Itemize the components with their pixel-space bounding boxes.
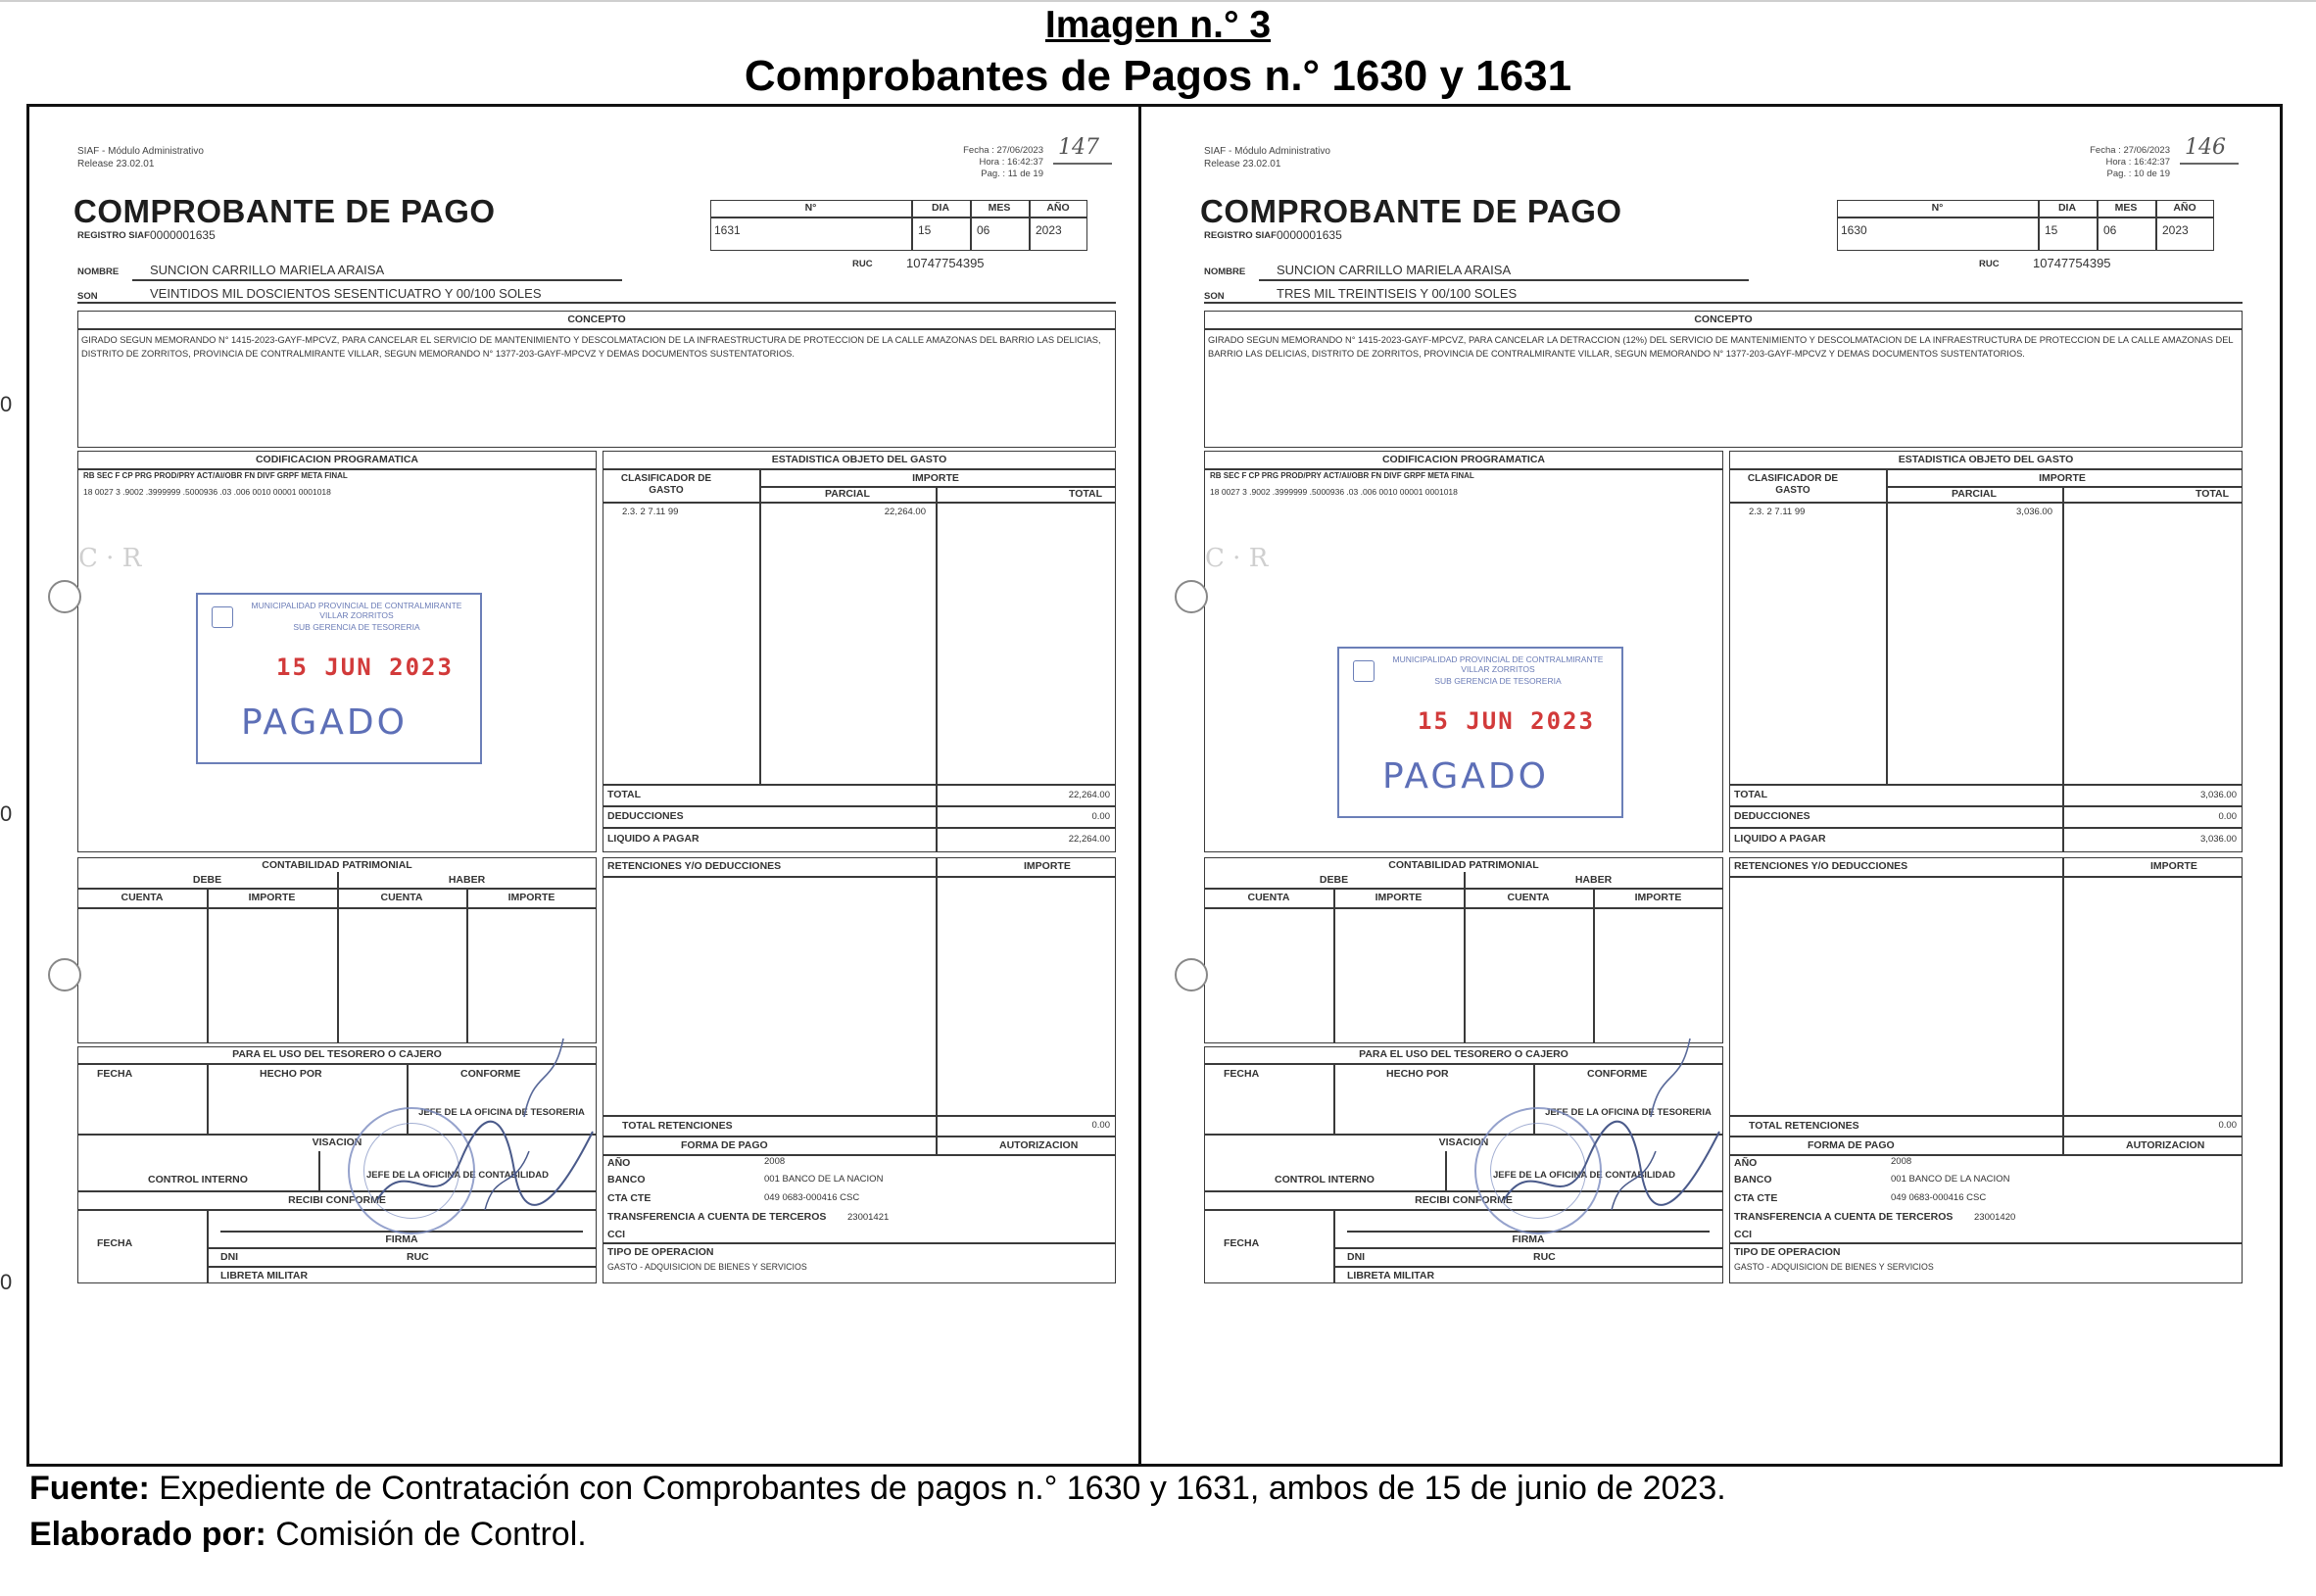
contabilidad-col: [1333, 888, 1335, 1043]
parcial-header: PARCIAL: [825, 488, 870, 500]
transferencia-label: TRANSFERENCIA A CUENTA DE TERCEROS: [1734, 1211, 1954, 1223]
numero-header: N°: [804, 202, 817, 214]
recibi-rule: [207, 1266, 597, 1268]
libreta-label: LIBRETA MILITAR: [1347, 1270, 1435, 1282]
contabilidad-col: [1593, 888, 1595, 1043]
municipal-crest-icon: [1353, 660, 1375, 682]
total-header: TOTAL: [1068, 488, 1102, 500]
totals-rule: [1729, 784, 2243, 786]
estadistica-col: [2062, 486, 2064, 852]
son-value: VEINTIDOS MIL DOSCIENTOS SESENTICUATRO Y 00/100 SOLES: [150, 286, 542, 301]
liquido-label: LIQUIDO A PAGAR: [607, 833, 700, 845]
top-rule: [0, 0, 2316, 2]
ano-row-value: 2008: [764, 1156, 786, 1167]
jefe-contabilidad-label: JEFE DE LA OFICINA DE CONTABILIDAD: [1493, 1170, 1675, 1181]
recibi-label: RECIBI CONFORME: [288, 1194, 386, 1206]
print-date: Fecha : 27/06/2023: [963, 145, 1043, 156]
importe-haber-header: IMPORTE: [507, 892, 555, 903]
registro-value: 0000001635: [150, 228, 216, 242]
retenciones-rule: [1729, 1115, 2243, 1117]
contabilidad-label: CONTABILIDAD PATRIMONIAL: [1388, 859, 1539, 871]
dia-header: DIA: [2057, 202, 2077, 214]
jefe-tesoreria-label: JEFE DE LA OFICINA DE TESORERIA: [418, 1107, 585, 1118]
pagado-stamp: [1337, 647, 1623, 818]
ruc-recibi-label: RUC: [1533, 1251, 1556, 1263]
dni-label: DNI: [220, 1251, 239, 1263]
voucher-title: COMPROBANTE DE PAGO: [73, 193, 496, 229]
recibi-rule: [207, 1247, 597, 1249]
concepto-label: CONCEPTO: [1694, 314, 1753, 325]
recibi-label: RECIBI CONFORME: [1415, 1194, 1513, 1206]
registro-value: 0000001635: [1277, 228, 1342, 242]
estadistica-col: [936, 486, 938, 852]
retenciones-rule: [603, 1115, 1116, 1117]
banco-value: 001 BANCO DE LA NACION: [1891, 1174, 2010, 1185]
mes-header: MES: [988, 202, 1011, 214]
estadistica-label: ESTADISTICA OBJETO DEL GASTO: [771, 454, 947, 465]
concepto-label: CONCEPTO: [567, 314, 626, 325]
stamp-organization: MUNICIPALIDAD PROVINCIAL DE CONTRALMIRANTE VILLAR ZORRITOS: [1392, 654, 1604, 674]
tipo-operacion-label: TIPO DE OPERACION: [1734, 1246, 1841, 1258]
nombre-value: SUNCION CARRILLO MARIELA ARAISA: [150, 263, 385, 277]
codificacion-columns: RB SEC F CP PRG PROD/PRY ACT/AI/OBR FN DIVF GRPF META FINAL: [83, 471, 348, 480]
source-text: Expediente de Contratación con Comprobantes de pagos n.° 1630 y 1631, ambos de 15 de junio de 2023.: [149, 1470, 1726, 1507]
banco-label: BANCO: [1734, 1174, 1772, 1185]
autorizacion-label: AUTORIZACION: [2126, 1139, 2205, 1151]
forma-pago-label: FORMA DE PAGO: [681, 1139, 768, 1151]
registro-label: REGISTRO SIAF: [77, 230, 150, 241]
forma-pago-label: FORMA DE PAGO: [1808, 1139, 1895, 1151]
transferencia-value: 23001421: [847, 1212, 890, 1223]
stamp-department: SUB GERENCIA DE TESORERIA: [293, 622, 420, 632]
autorizacion-label: AUTORIZACION: [999, 1139, 1079, 1151]
ruc-value: 10747754395: [2033, 256, 2111, 270]
margin-mark: 0: [0, 801, 13, 826]
source-label: Fuente:: [29, 1470, 150, 1507]
parcial-value: 22,264.00: [884, 507, 926, 517]
tesorero-col: [1333, 1063, 1335, 1135]
totals-rule: [603, 805, 1116, 807]
retenciones-label: RETENCIONES Y/O DEDUCCIONES: [1734, 860, 1908, 872]
nombre-label: NOMBRE: [77, 266, 120, 277]
retenciones-col: [936, 857, 938, 1137]
codificacion-rule: [1204, 468, 1723, 470]
total-retenciones-value: 0.00: [2218, 1120, 2237, 1131]
faint-watermark: C · R: [78, 544, 142, 573]
retenciones-importe-header: IMPORTE: [2150, 860, 2197, 872]
control-interno-label: CONTROL INTERNO: [148, 1174, 248, 1185]
nombre-value: SUNCION CARRILLO MARIELA ARAISA: [1277, 263, 1512, 277]
ruc-label: RUC: [1979, 259, 2000, 269]
print-time: Hora : 16:42:37: [2105, 157, 2170, 168]
totals-rule: [1729, 805, 2243, 807]
recibi-col: [207, 1209, 209, 1283]
retenciones-box: [1729, 857, 2243, 1137]
control-interno-label: CONTROL INTERNO: [1275, 1174, 1375, 1185]
estadistica-col: [1886, 468, 1888, 784]
totals-rule: [603, 827, 1116, 829]
handwritten-folio: 147: [1058, 135, 1099, 160]
mes-value: 06: [2103, 223, 2117, 237]
forma-col: [2062, 1137, 2064, 1154]
fecha-label: FECHA: [1224, 1068, 1260, 1080]
contabilidad-col: [207, 888, 209, 1043]
dia-value: 15: [918, 223, 932, 237]
estadistica-rule: [1729, 468, 2243, 470]
numero-value: 1630: [1841, 223, 1867, 237]
son-value: TRES MIL TREINTISEIS Y 00/100 SOLES: [1277, 286, 1518, 301]
total-row-label: TOTAL: [607, 789, 642, 800]
signature-icon: [1494, 1092, 1749, 1230]
numero-header: N°: [1931, 202, 1944, 214]
fecha-recibi-label: FECHA: [97, 1237, 133, 1249]
banco-label: BANCO: [607, 1174, 646, 1185]
totals-rule: [603, 784, 1116, 786]
hecho-por-label: HECHO POR: [260, 1068, 322, 1080]
system-name: SIAF - Módulo Administrativo: [77, 146, 204, 157]
cuenta-debe-header: CUENTA: [1247, 892, 1290, 903]
recibi-rule: [1333, 1247, 1723, 1249]
clasificador-value: 2.3. 2 7.11 99: [1749, 507, 1806, 517]
registro-label: REGISTRO SIAF: [1204, 230, 1277, 241]
signature-icon: [367, 1092, 622, 1230]
conforme-label: CONFORME: [1587, 1068, 1648, 1080]
firma-label: FIRMA: [1512, 1233, 1545, 1245]
estadistica-col: [759, 468, 761, 784]
punch-hole: [48, 580, 81, 613]
retenciones-col: [2062, 857, 2064, 1137]
figure-subtitle: Comprobantes de Pagos n.° 1630 y 1631: [744, 52, 1572, 100]
firma-label: FIRMA: [385, 1233, 418, 1245]
release-label: Release 23.02.01: [77, 159, 155, 169]
importe-debe-header: IMPORTE: [1375, 892, 1423, 903]
payment-voucher: [73, 127, 1141, 1445]
fecha-label: FECHA: [97, 1068, 133, 1080]
total-row-label: TOTAL: [1734, 789, 1768, 800]
tipo-operacion-value: GASTO - ADQUISICION DE BIENES Y SERVICIOS: [607, 1262, 807, 1272]
deducciones-value: 0.00: [1091, 811, 1110, 822]
payment-voucher: [1200, 127, 2268, 1445]
fecha-recibi-label: FECHA: [1224, 1237, 1260, 1249]
codificacion-row: 18 0027 3 .9002 .3999999 .5000936 .03 .006 0010 00001 0001018: [83, 487, 331, 497]
estadistica-rule: [603, 502, 1116, 504]
box-rule: [1837, 217, 2214, 218]
cta-cte-label: CTA CTE: [1734, 1192, 1778, 1204]
clasificador-header: CLASIFICADOR DE GASTO: [620, 473, 712, 496]
parcial-value: 3,036.00: [2016, 507, 2052, 517]
margin-mark: 0: [0, 1270, 13, 1294]
total-value: 22,264.00: [1068, 790, 1110, 800]
clasificador-header: CLASIFICADOR DE GASTO: [1747, 473, 1839, 496]
forma-rule: [1729, 1242, 2243, 1244]
clasificador-value: 2.3. 2 7.11 99: [622, 507, 679, 517]
jefe-contabilidad-label: JEFE DE LA OFICINA DE CONTABILIDAD: [366, 1170, 549, 1181]
concepto-text: GIRADO SEGUN MEMORANDO N° 1415-2023-GAYF-MPCVZ, PARA CANCELAR EL SERVICIO DE MANTENIMIENTO Y DESCOLMATACION DE LA INFRAESTRUCTURA DE PROTECCION DE LA CALLE AMAZONAS DEL BARRIO LAS DELICIAS, DISTRITO DE ZORRITOS, PROVINCIA DE CONTRALMIRANTE VILLAR, SEGUN MEMORANDO N° 1377-203-GAYF-MPCVZ Y DEMAS DOCUMENTOS SUSTENTATORIOS.: [81, 335, 1101, 359]
totals-rule: [1729, 827, 2243, 829]
forma-rule: [603, 1242, 1116, 1244]
ano-value: 2023: [1036, 223, 1062, 237]
cuenta-haber-header: CUENTA: [380, 892, 423, 903]
conforme-label: CONFORME: [460, 1068, 521, 1080]
recibi-col: [1333, 1209, 1335, 1283]
author-caption: [29, 1516, 587, 1554]
nombre-underline: [132, 279, 622, 281]
margin-mark: 0: [0, 392, 13, 416]
codificacion-rule: [77, 468, 597, 470]
liquido-value: 22,264.00: [1068, 834, 1110, 845]
estadistica-rule: [603, 468, 1116, 470]
estadistica-label: ESTADISTICA OBJETO DEL GASTO: [1898, 454, 2074, 465]
author-text: Comisión de Control.: [265, 1516, 587, 1553]
contabilidad-col: [337, 872, 339, 1043]
print-date: Fecha : 27/06/2023: [2090, 145, 2170, 156]
faint-watermark: C · R: [1205, 544, 1269, 573]
punch-hole: [1175, 580, 1208, 613]
debe-label: DEBE: [192, 874, 222, 886]
print-time: Hora : 16:42:37: [979, 157, 1043, 168]
son-underline: [1204, 302, 2243, 304]
ano-row-label: AÑO: [607, 1157, 631, 1169]
box-rule: [710, 217, 1087, 218]
tesorero-label: PARA EL USO DEL TESORERO O CAJERO: [1359, 1048, 1568, 1060]
liquido-value: 3,036.00: [2200, 834, 2237, 845]
retenciones-label: RETENCIONES Y/O DEDUCCIONES: [607, 860, 782, 872]
importe-haber-header: IMPORTE: [1634, 892, 1682, 903]
son-label: SON: [77, 291, 98, 302]
tipo-operacion-label: TIPO DE OPERACION: [607, 1246, 714, 1258]
stamp-department: SUB GERENCIA DE TESORERIA: [1434, 676, 1562, 686]
cta-cte-label: CTA CTE: [607, 1192, 651, 1204]
numero-value: 1631: [714, 223, 741, 237]
stamp-paid: PAGADO: [241, 702, 408, 743]
concepto-rule: [77, 328, 1116, 330]
retenciones-importe-header: IMPORTE: [1024, 860, 1071, 872]
deducciones-label: DEDUCCIONES: [607, 810, 684, 822]
dni-label: DNI: [1347, 1251, 1366, 1263]
stamp-organization: MUNICIPALIDAD PROVINCIAL DE CONTRALMIRANTE VILLAR ZORRITOS: [251, 601, 462, 620]
mes-header: MES: [2114, 202, 2138, 214]
concepto-box: [1204, 311, 2243, 448]
ruc-recibi-label: RUC: [407, 1251, 429, 1263]
debe-label: DEBE: [1319, 874, 1349, 886]
mes-value: 06: [977, 223, 990, 237]
figure-title: Imagen n.° 3: [1044, 4, 1272, 46]
tesorero-col: [207, 1063, 209, 1135]
importe-debe-header: IMPORTE: [248, 892, 296, 903]
cta-cte-value: 049 0683-000416 CSC: [1891, 1192, 1987, 1203]
signature-icon: [514, 1029, 583, 1127]
source-caption: [29, 1470, 1726, 1508]
ano-row-label: AÑO: [1734, 1157, 1758, 1169]
total-header: TOTAL: [2195, 488, 2229, 500]
contabilidad-col: [1464, 872, 1466, 1043]
signature-icon: [1641, 1029, 1710, 1127]
stamp-date: 15 JUN 2023: [1418, 707, 1595, 735]
punch-hole: [48, 958, 81, 991]
hecho-por-label: HECHO POR: [1386, 1068, 1449, 1080]
concepto-box: [77, 311, 1116, 448]
ruc-label: RUC: [852, 259, 873, 269]
importe-header: IMPORTE: [912, 472, 959, 484]
liquido-label: LIQUIDO A PAGAR: [1734, 833, 1826, 845]
contabilidad-label: CONTABILIDAD PATRIMONIAL: [262, 859, 412, 871]
libreta-label: LIBRETA MILITAR: [220, 1270, 309, 1282]
stamp-date: 15 JUN 2023: [276, 653, 454, 681]
codificacion-label: CODIFICACION PROGRAMATICA: [255, 454, 419, 465]
ano-row-value: 2008: [1891, 1156, 1912, 1167]
tesorero-label: PARA EL USO DEL TESORERO O CAJERO: [232, 1048, 442, 1060]
codificacion-columns: RB SEC F CP PRG PROD/PRY ACT/AI/OBR FN DIVF GRPF META FINAL: [1210, 471, 1474, 480]
contabilidad-col: [466, 888, 468, 1043]
estadistica-rule: [1729, 502, 2243, 504]
page-number: Pag. : 10 de 19: [2106, 169, 2170, 179]
codificacion-row: 18 0027 3 .9002 .3999999 .5000936 .03 .006 0010 00001 0001018: [1210, 487, 1458, 497]
retenciones-box: [603, 857, 1116, 1137]
cci-label: CCI: [607, 1229, 626, 1240]
haber-label: HABER: [1574, 874, 1613, 886]
municipal-crest-icon: [212, 606, 233, 628]
visacion-label: VISACION: [1438, 1137, 1489, 1148]
total-retenciones-label: TOTAL RETENCIONES: [1749, 1120, 1859, 1132]
total-retenciones-value: 0.00: [1091, 1120, 1110, 1131]
pagado-stamp: [196, 593, 482, 764]
release-label: Release 23.02.01: [1204, 159, 1281, 169]
ruc-value: 10747754395: [906, 256, 985, 270]
folio-underline: [2180, 163, 2239, 165]
cci-label: CCI: [1734, 1229, 1753, 1240]
cuenta-debe-header: CUENTA: [121, 892, 164, 903]
banco-value: 001 BANCO DE LA NACION: [764, 1174, 884, 1185]
son-underline: [77, 302, 1116, 304]
concepto-rule: [1204, 328, 2243, 330]
tipo-operacion-value: GASTO - ADQUISICION DE BIENES Y SERVICIOS: [1734, 1262, 1934, 1272]
transferencia-value: 23001420: [1974, 1212, 2016, 1223]
retenciones-rule: [1729, 876, 2243, 878]
folio-underline: [1053, 163, 1112, 165]
punch-hole: [1175, 958, 1208, 991]
nombre-underline: [1259, 279, 1749, 281]
forma-col: [936, 1137, 938, 1154]
deducciones-label: DEDUCCIONES: [1734, 810, 1810, 822]
importe-header: IMPORTE: [2039, 472, 2086, 484]
page-number: Pag. : 11 de 19: [981, 169, 1043, 179]
codificacion-label: CODIFICACION PROGRAMATICA: [1381, 454, 1546, 465]
stamp-paid: PAGADO: [1382, 756, 1549, 797]
total-retenciones-label: TOTAL RETENCIONES: [622, 1120, 733, 1132]
system-name: SIAF - Módulo Administrativo: [1204, 146, 1330, 157]
forma-rule: [603, 1154, 1116, 1156]
transferencia-label: TRANSFERENCIA A CUENTA DE TERCEROS: [607, 1211, 827, 1223]
ano-header: AÑO: [2173, 202, 2196, 214]
son-label: SON: [1204, 291, 1225, 302]
total-value: 3,036.00: [2200, 790, 2237, 800]
handwritten-folio: 146: [2185, 135, 2226, 160]
nombre-label: NOMBRE: [1204, 266, 1246, 277]
recibi-rule: [1333, 1266, 1723, 1268]
concepto-text: GIRADO SEGUN MEMORANDO N° 1415-2023-GAYF-MPCVZ, PARA CANCELAR LA DETRACCION (12%) DEL SERVICIO DE MANTENIMIENTO Y DESCOLMATACION DE LA INFRAESTRUCTURA DE PROTECCION DE LA CALLE AMAZONAS DEL BARRIO LAS DELICIAS, DISTRITO DE ZORRITOS, PROVINCIA DE CONTRALMIRANTE VILLAR, SEGUN MEMORANDO N° 1377-203-GAYF-MPCVZ Y DEMAS DOCUMENTOS SUSTENTATORIOS.: [1208, 335, 2234, 359]
dia-header: DIA: [931, 202, 950, 214]
visacion-label: VISACION: [312, 1137, 362, 1148]
author-label: Elaborado por:: [29, 1516, 266, 1553]
dia-value: 15: [2045, 223, 2058, 237]
deducciones-value: 0.00: [2218, 811, 2237, 822]
voucher-title: COMPROBANTE DE PAGO: [1200, 193, 1622, 229]
forma-rule: [1729, 1154, 2243, 1156]
cuenta-haber-header: CUENTA: [1507, 892, 1550, 903]
parcial-header: PARCIAL: [1952, 488, 1997, 500]
cta-cte-value: 049 0683-000416 CSC: [764, 1192, 860, 1203]
ano-value: 2023: [2162, 223, 2189, 237]
jefe-tesoreria-label: JEFE DE LA OFICINA DE TESORERIA: [1545, 1107, 1712, 1118]
ano-header: AÑO: [1046, 202, 1070, 214]
retenciones-rule: [603, 876, 1116, 878]
haber-label: HABER: [448, 874, 486, 886]
